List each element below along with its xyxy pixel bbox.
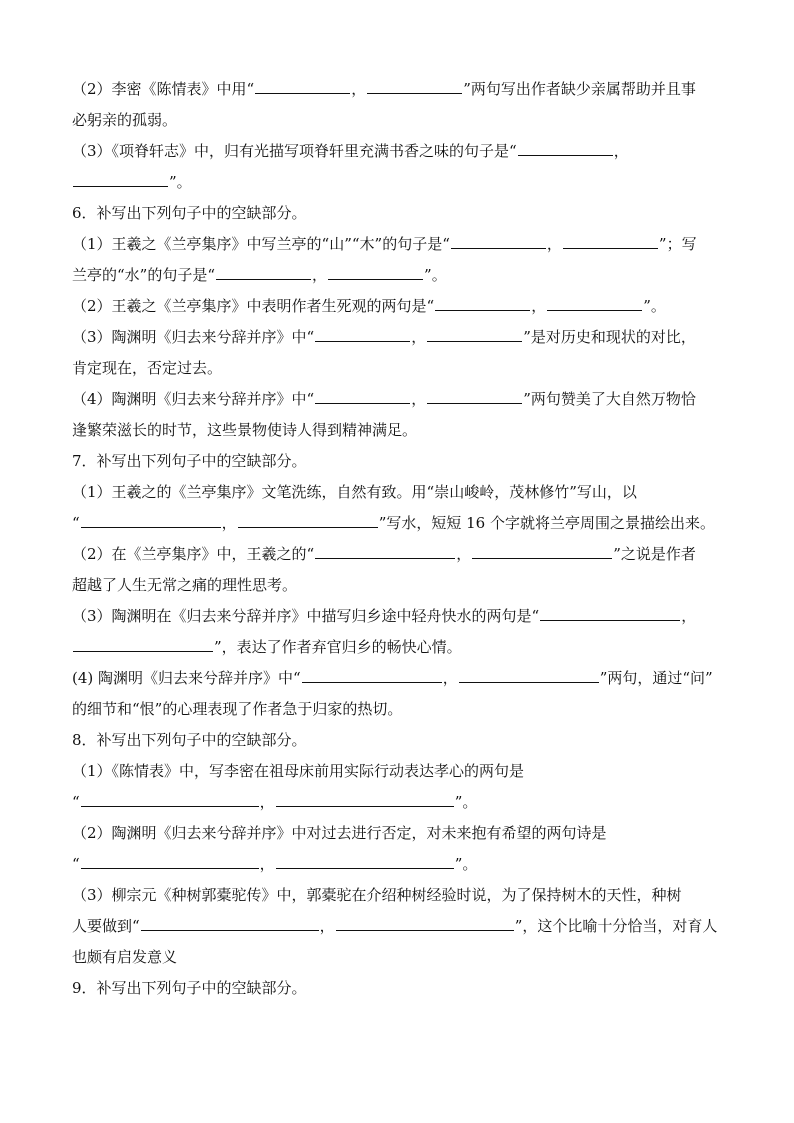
text-line — [72, 322, 722, 353]
text-line — [72, 880, 722, 911]
answer-blank — [255, 79, 350, 94]
text-line — [72, 756, 722, 787]
line-text: （3）陶渊明在《归去来兮辞并序》中描写归乡途中轻舟快水的两句是“ — [72, 607, 540, 625]
line-text: ， — [259, 855, 275, 873]
line-text: (4) 陶渊明《归去来兮辞并序》中“ — [72, 669, 301, 687]
answer-blank — [427, 389, 522, 404]
text-line — [72, 539, 722, 570]
line-text: ， — [312, 266, 328, 284]
line-text: 兰亭的“水”的句子是“ — [72, 266, 216, 284]
answer-blank — [367, 79, 462, 94]
answer-blank — [302, 668, 442, 683]
text-line — [72, 601, 722, 632]
line-text: 人要做到“ — [72, 917, 140, 935]
text-line — [72, 384, 722, 415]
answer-blank — [141, 916, 319, 931]
answer-blank — [315, 327, 410, 342]
line-text: “ — [72, 855, 80, 873]
text-line — [72, 446, 722, 477]
answer-blank — [518, 141, 613, 156]
answer-blank — [427, 327, 522, 342]
line-text: （2）王羲之《兰亭集序》中表明作者生死观的两句是“ — [72, 297, 435, 315]
answer-blank — [563, 234, 658, 249]
answer-blank — [540, 606, 680, 621]
line-text: ”；写 — [658, 235, 697, 253]
text-line — [72, 911, 722, 942]
line-text: ”。 — [643, 297, 666, 315]
line-text: ”。 — [454, 793, 478, 811]
text-line — [72, 694, 722, 725]
text-line — [72, 849, 722, 880]
text-line — [72, 818, 722, 849]
line-text: “ — [72, 793, 80, 811]
text-line — [72, 415, 722, 446]
text-line — [72, 136, 722, 167]
line-text: 的细节和“恨”的心理表现了作者急于归家的热切。 — [72, 700, 403, 718]
line-text: （4）陶渊明《归去来兮辞并序》中“ — [72, 390, 315, 408]
line-text: ， — [221, 514, 237, 532]
line-text: 超越了人生无常之痛的理性思考。 — [72, 576, 298, 594]
answer-blank — [547, 296, 642, 311]
line-text: ， — [613, 142, 629, 160]
line-text: ”是对历史和现状的对比， — [523, 328, 696, 346]
document-page — [72, 74, 722, 1004]
line-text: 7．补写出下列句子中的空缺部分。 — [72, 452, 307, 470]
line-text: ， — [411, 390, 427, 408]
text-line — [72, 105, 722, 136]
answer-blank — [216, 265, 311, 280]
line-text: （3）柳宗元《种树郭橐驼传》中，郭橐驼在介绍种树经验时说，为了保持树木的天性，种树 — [72, 886, 682, 904]
line-text: ”。 — [454, 855, 478, 873]
text-line — [72, 167, 722, 198]
line-text: ”。 — [424, 266, 447, 284]
line-text: （2）陶渊明《归去来兮辞并序》中对过去进行否定，对未来抱有希望的两句诗是 — [72, 824, 607, 842]
line-text: （1）王羲之《兰亭集序》中写兰亭的“山”“木”的句子是“ — [72, 235, 450, 253]
text-line — [72, 942, 722, 973]
line-text: ， — [411, 328, 427, 346]
line-text: （2）李密《陈情表》中用“ — [72, 80, 255, 98]
line-text: ”两句写出作者缺少亲属帮助并且事 — [463, 80, 696, 98]
line-text: （3）陶渊明《归去来兮辞并序》中“ — [72, 328, 315, 346]
answer-blank — [315, 544, 455, 559]
line-text: ， — [531, 297, 547, 315]
line-text: ”，这个比喻十分恰当，对育人 — [514, 917, 718, 935]
answer-blank — [276, 792, 454, 807]
line-text: ”写水，短短 16 个字就将兰亭周围之景描绘出来。 — [378, 514, 715, 532]
answer-blank — [435, 296, 530, 311]
answer-blank — [81, 513, 221, 528]
text-line — [72, 508, 722, 539]
text-line — [72, 291, 722, 322]
line-text: ， — [442, 669, 458, 687]
line-text: ”之说是作者 — [613, 545, 696, 563]
line-text: 8．补写出下列句子中的空缺部分。 — [72, 731, 307, 749]
line-text: “ — [72, 514, 80, 532]
line-text: 逢繁荣滋长的时节，这些景物使诗人得到精神满足。 — [72, 421, 418, 439]
answer-blank — [451, 234, 546, 249]
text-line — [72, 663, 722, 694]
text-line — [72, 353, 722, 384]
answer-blank — [328, 265, 423, 280]
text-line — [72, 632, 722, 663]
line-text: （3）《项脊轩志》中，归有光描写项脊轩里充满书香之味的句子是“ — [72, 142, 517, 160]
answer-blank — [81, 792, 259, 807]
line-text: ， — [319, 917, 335, 935]
line-text: 必躬亲的孤弱。 — [72, 111, 178, 129]
text-line — [72, 725, 722, 756]
text-line — [72, 229, 722, 260]
answer-blank — [276, 854, 454, 869]
text-line — [72, 260, 722, 291]
line-text: ， — [351, 80, 367, 98]
line-text: （1）《陈情表》中，写李密在祖母床前用实际行动表达孝心的两句是 — [72, 762, 525, 780]
line-text: ， — [259, 793, 275, 811]
answer-blank — [81, 854, 259, 869]
line-text: ”。 — [169, 173, 192, 191]
answer-blank — [73, 172, 168, 187]
line-text: 肯定现在，否定过去。 — [72, 359, 223, 377]
answer-blank — [315, 389, 410, 404]
answer-blank — [238, 513, 378, 528]
text-line — [72, 74, 722, 105]
line-text: 6．补写出下列句子中的空缺部分。 — [72, 204, 307, 222]
text-line — [72, 787, 722, 818]
line-text: ”，表达了作者弃官归乡的畅快心情。 — [214, 638, 462, 656]
line-text: 9．补写出下列句子中的空缺部分。 — [72, 979, 307, 997]
text-line — [72, 477, 722, 508]
line-text: ， — [681, 607, 697, 625]
line-text: 也颇有启发意义 — [72, 948, 178, 966]
line-text: （1）王羲之的《兰亭集序》文笔洗练，自然有致。用“崇山峻岭，茂林修竹”写山，以 — [72, 483, 637, 501]
line-text: ， — [456, 545, 472, 563]
answer-blank — [73, 637, 213, 652]
line-text: ”两句赞美了大自然万物恰 — [523, 390, 696, 408]
line-text: ， — [546, 235, 562, 253]
text-line — [72, 973, 722, 1004]
line-text: ”两句，通过“问” — [599, 669, 713, 687]
line-text: （2）在《兰亭集序》中，王羲之的“ — [72, 545, 315, 563]
answer-blank — [472, 544, 612, 559]
text-line — [72, 198, 722, 229]
answer-blank — [336, 916, 514, 931]
text-line — [72, 570, 722, 601]
answer-blank — [459, 668, 599, 683]
